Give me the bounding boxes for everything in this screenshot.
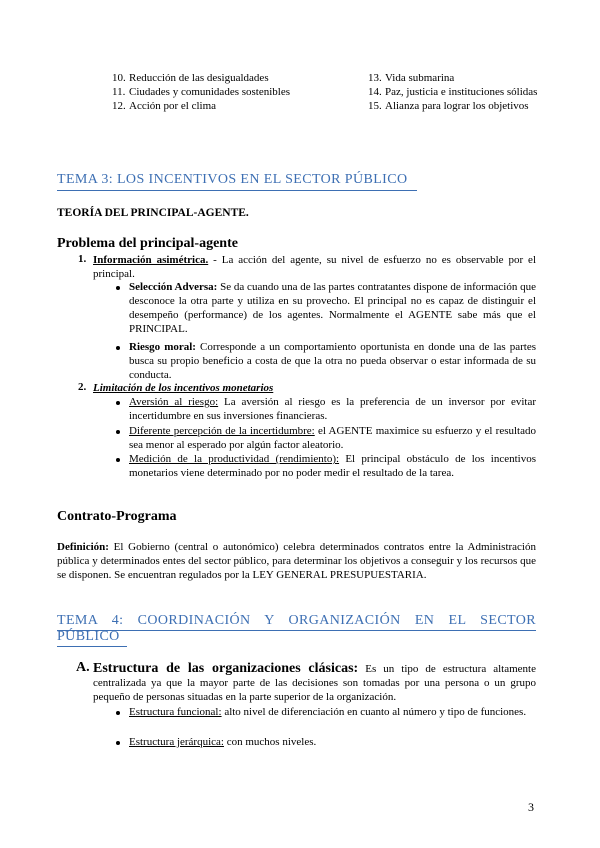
problema-heading: Problema del principal-agente	[57, 236, 238, 251]
bullet-text: Corresponde a un comportamiento oportunista en donde una de las partes busca su propio beneficio a costa de que la otra no pueda observar o estar informada de su conducta.	[129, 341, 536, 381]
list-text: Ciudades y comunidades sostenibles	[129, 86, 291, 98]
list-number: 10.	[112, 72, 126, 84]
list-item	[368, 71, 538, 85]
contrato-heading: Contrato-Programa	[57, 509, 177, 524]
item1-paragraph	[93, 253, 536, 281]
bullet-text: La aversión al riesgo es la preferencia de un inversor por evitar incertidumbre en sus inversiones financieras.	[129, 396, 536, 422]
list-text: Acción por el clima	[129, 100, 217, 112]
tema3-title-rule	[57, 190, 417, 191]
item2-paragraph	[93, 381, 536, 395]
bullet-seleccion-adversa	[129, 280, 536, 336]
bullet-label: Riesgo moral:	[129, 341, 196, 353]
list-text: Alianza para lograr los objetivos	[385, 100, 529, 112]
bullet-riesgo-moral	[129, 340, 536, 382]
bullet-text: El principal obstáculo de los incentivos monetarios viene determinado por no poder medir el resultado de la tarea.	[129, 453, 536, 479]
bullet-label: Aversión al riesgo:	[129, 396, 219, 408]
list-number: 12.	[112, 100, 126, 112]
item2-label: Limitación de los incentivos monetarios	[93, 382, 274, 394]
list-item	[112, 85, 292, 99]
bullet-icon	[116, 401, 120, 405]
sectionA-paragraph	[93, 662, 536, 704]
list-item	[112, 71, 292, 85]
bullet-icon	[116, 430, 120, 434]
bullet-medicion	[129, 452, 536, 480]
tema4-title-rule-2	[57, 646, 127, 647]
tema3-title: TEMA 3: LOS INCENTIVOS EN EL SECTOR PÚBLICO	[57, 172, 408, 187]
bullet-text: con muchos niveles.	[223, 736, 317, 748]
bullet-icon	[116, 286, 120, 290]
bullet-text: alto nivel de diferenciación en cuanto al número y tipo de funciones.	[221, 706, 527, 718]
list-number: 15.	[368, 100, 382, 112]
bullet-icon	[116, 741, 120, 745]
bullet-label: Estructura funcional:	[129, 706, 222, 718]
ods-list-left	[112, 71, 292, 113]
sectionA-letter: A.	[76, 660, 90, 675]
bullet-percepcion	[129, 424, 536, 452]
definicion-label: Definición:	[57, 541, 109, 553]
definicion-paragraph	[57, 540, 536, 582]
definicion-text: El Gobierno (central o autonómico) celebra determinados contratos entre la Administración pública y determinados entes del sector público, para determinar los objetivos a conseguir y los recursos que se disponen. Se encuentran regulados por la LEY GENERAL PRESUPUESTARIA.	[57, 541, 536, 581]
list-text: Vida submarina	[385, 72, 455, 84]
list-number: 14.	[368, 86, 382, 98]
tema3-subtitle: TEORÍA DEL PRINCIPAL-AGENTE.	[57, 207, 249, 219]
tema4-title-line1: TEMA 4: COORDINACIÓN Y ORGANIZACIÓN EN EL SECTOR	[57, 613, 536, 628]
bullet-label: Diferente percepción de la incertidumbre:	[129, 425, 315, 437]
list-number: 13.	[368, 72, 382, 84]
item1-text: - La acción del agente, su nivel de esfuerzo no es observable por el principal.	[93, 254, 536, 280]
bullet-icon	[116, 711, 120, 715]
bullet-estructura-funcional	[129, 705, 536, 719]
list-item	[368, 99, 538, 113]
bullet-label: Estructura jerárquica:	[129, 736, 224, 748]
ods-list-right	[368, 71, 538, 113]
list-item	[368, 85, 538, 99]
bullet-label: Selección Adversa:	[129, 281, 218, 293]
bullet-text: el AGENTE maximice su esfuerzo y el resultado sea menor al esperado por algún factor aleatorio.	[129, 425, 536, 451]
bullet-icon	[116, 458, 120, 462]
item1-label: Información asimétrica.	[93, 254, 209, 266]
bullet-label: Medición de la productividad (rendimiento):	[129, 453, 340, 465]
bullet-icon	[116, 346, 120, 350]
tema4-title-line2: PÚBLICO	[57, 629, 120, 644]
list-text: Paz, justicia e instituciones sólidas	[385, 86, 538, 98]
bullet-text: Se da cuando una de las partes contratantes dispone de información que desconoce la otra parte y utiliza en su provecho. El principal no es capaz de distinguir el desempeño (performance) de los agentes. Normalmente el AGENTE sabe más que el PRINCIPAL.	[129, 281, 536, 335]
page-number: 3	[528, 800, 534, 814]
item1-number: 1.	[78, 253, 87, 265]
list-number: 11.	[112, 86, 126, 98]
sectionA-label: Estructura de las organizaciones clásicas:	[93, 661, 359, 676]
list-item	[112, 99, 292, 113]
bullet-aversion-riesgo	[129, 395, 536, 423]
bullet-estructura-jerarquica	[129, 735, 536, 749]
item2-number: 2.	[78, 381, 87, 393]
list-text: Reducción de las desigualdades	[129, 72, 269, 84]
tema4-title-rule-1	[57, 630, 536, 631]
sectionA-text: Es un tipo de estructura altamente centralizada ya que la mayor parte de las decisiones son tomadas por una persona o un grupo pequeño de personas situadas en la parte superior de la organización.	[93, 663, 536, 703]
